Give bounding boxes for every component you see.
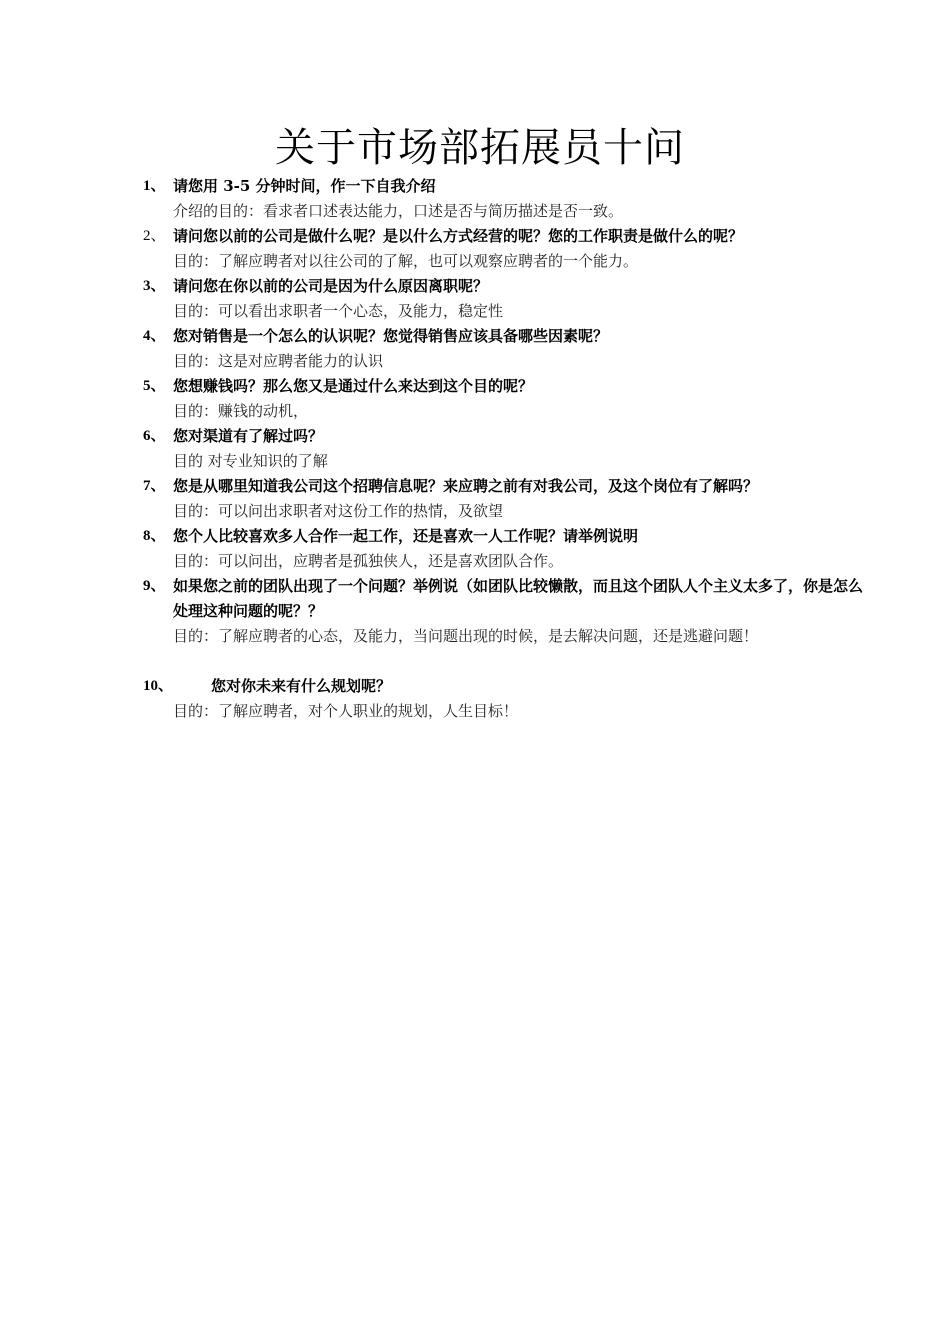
- question-number: 8、: [143, 528, 166, 544]
- question-text: 请问您以前的公司是做什么呢？是以什么方式经营的呢？您的工作职责是做什么的呢？: [173, 227, 744, 245]
- answer-text: 目的：可以问出，应聘者是孤独侠人，还是喜欢团队合作。: [173, 552, 564, 570]
- question-text: 请您用 3-5 分钟时间，作一下自我介绍: [173, 177, 436, 195]
- question-item-7: [143, 474, 873, 524]
- question-line: [143, 424, 873, 449]
- answer-text: 目的 对专业知识的了解: [173, 452, 328, 470]
- question-number: 3、: [143, 278, 166, 294]
- question-text: 您对你未来有什么规划呢？: [211, 677, 392, 695]
- question-number: 9、: [143, 578, 166, 594]
- question-line: [143, 224, 873, 249]
- question-item-10: [143, 674, 873, 724]
- question-item-6: [143, 424, 873, 474]
- question-item-9: [143, 574, 873, 649]
- question-text: 您对销售是一个怎么的认识呢？您觉得销售应该具备哪些因素呢？: [173, 327, 609, 345]
- answer-text: 目的：了解应聘者对以往公司的了解，也可以观察应聘者的一个能力。: [173, 252, 639, 270]
- question-number: 6、: [143, 428, 166, 444]
- question-item-1: [143, 174, 873, 224]
- question-line: [143, 174, 873, 199]
- question-line: [143, 374, 873, 399]
- question-number: 2、: [143, 228, 166, 244]
- answer-text: 目的：了解应聘者的心态，及能力，当问题出现的时候，是去解决问题，还是逃避问题！: [173, 627, 759, 645]
- question-item-2: [143, 224, 873, 274]
- question-item-3: [143, 274, 873, 324]
- answer-text: 目的：可以问出求职者对这份工作的热情，及欲望: [173, 502, 504, 520]
- question-item-8: [143, 524, 873, 574]
- answer-text: 目的：了解应聘者，对个人职业的规划，人生目标！: [173, 702, 519, 720]
- question-text: 您是从哪里知道我公司这个招聘信息呢？来应聘之前有对我公司，及这个岗位有了解吗？: [173, 477, 759, 495]
- question-line: [143, 524, 873, 549]
- answer-text: 目的：可以看出求职者一个心态，及能力，稳定性: [173, 302, 504, 320]
- question-text: 您对渠道有了解过吗？: [173, 427, 324, 445]
- answer-text: 介绍的目的：看求者口述表达能力，口述是否与简历描述是否一致。: [173, 202, 624, 220]
- question-number: 7、: [143, 478, 166, 494]
- blank-line: [143, 649, 873, 674]
- question-item-5: [143, 374, 873, 424]
- question-number: 10、: [143, 678, 174, 694]
- question-item-4: [143, 324, 873, 374]
- question-text: 您个人比较喜欢多人合作一起工作，还是喜欢一人工作呢？请举例说明: [173, 527, 639, 545]
- question-line: [143, 674, 873, 699]
- question-text: 请问您在你以前的公司是因为什么原因离职呢？: [173, 277, 489, 295]
- document-title: 关于市场部拓展员十问: [275, 125, 685, 171]
- question-number: 1、: [143, 178, 166, 194]
- answer-text: 目的：赚钱的动机，: [173, 402, 309, 420]
- answer-text: 目的：这是对应聘者能力的认识: [173, 352, 384, 370]
- question-line: [143, 274, 873, 299]
- question-number: 5、: [143, 378, 166, 394]
- question-line: [143, 324, 873, 349]
- question-text: 您想赚钱吗？那么您又是通过什么来达到这个目的呢？: [173, 377, 534, 395]
- question-list: [143, 174, 873, 724]
- question-text: 如果您之前的团队出现了一个问题？举例说（如团队比较懒散，而且这个团队人个主义太多了，你是怎么处理这种问题的呢？？: [173, 577, 864, 620]
- question-number: 4、: [143, 328, 166, 344]
- question-line: [143, 574, 873, 624]
- question-line: [143, 474, 873, 499]
